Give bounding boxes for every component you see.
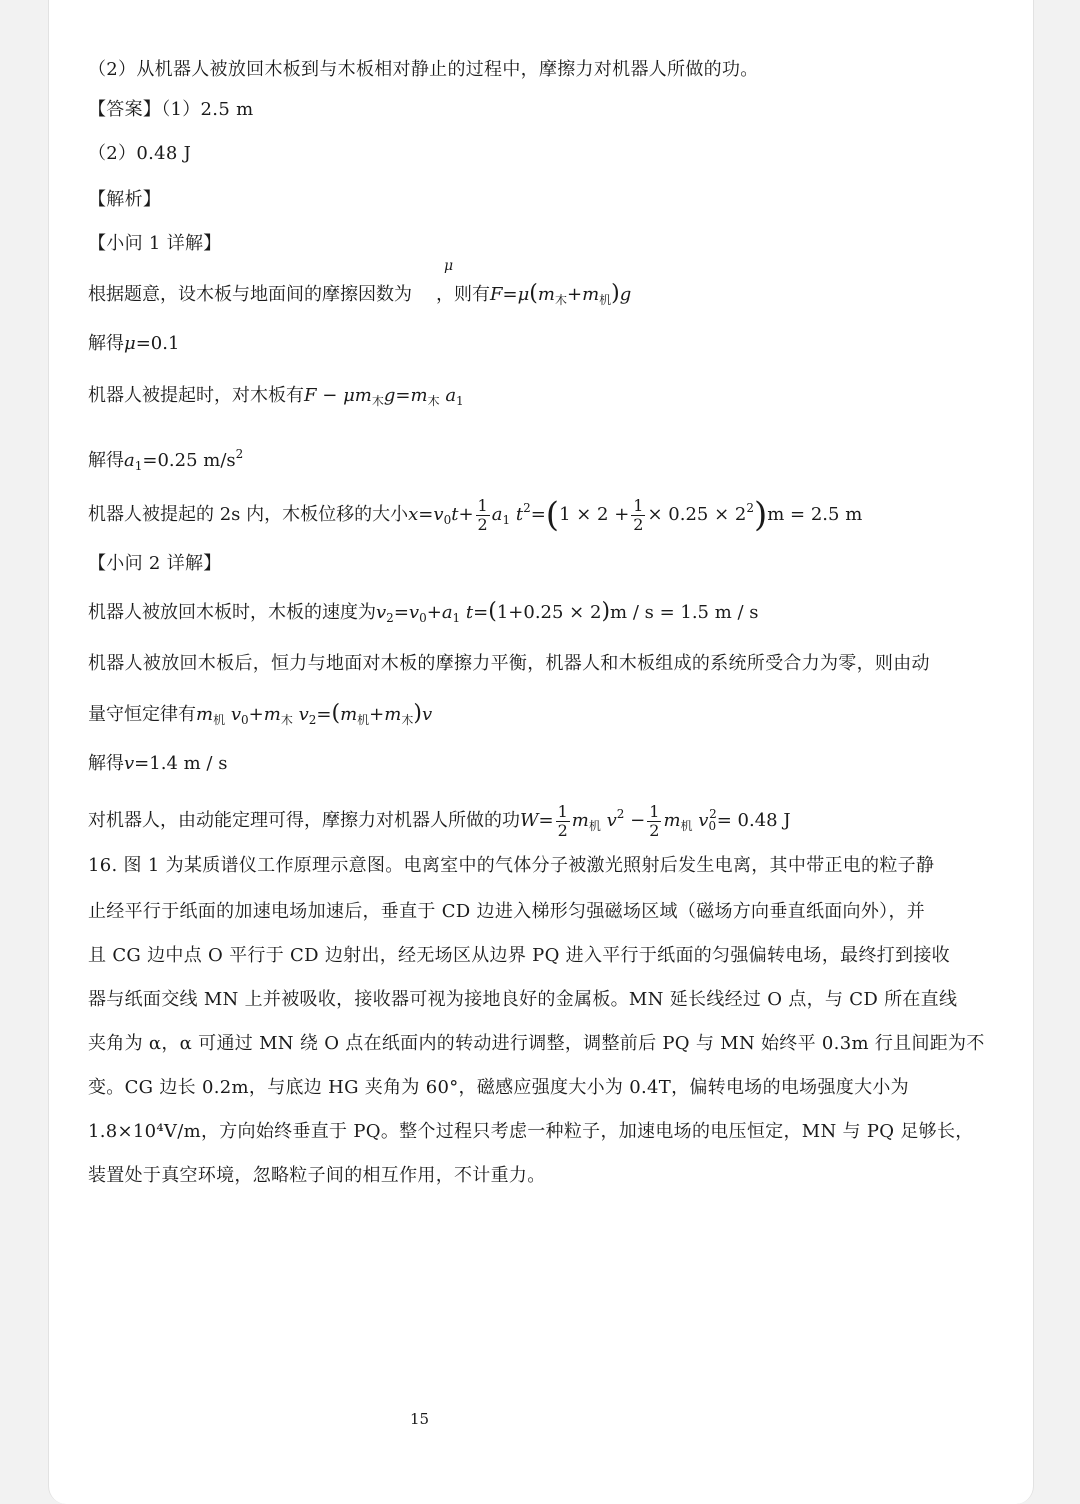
text-board-velocity: 机器人被放回木板时，木板的速度为: [88, 602, 376, 623]
disp-inner-2: × 0.25 × 2: [647, 504, 747, 525]
symbol-eq: =: [538, 810, 554, 831]
sub-1: 1: [502, 513, 511, 527]
sub-0: 0: [419, 611, 427, 625]
symbol-plus: +: [248, 704, 264, 725]
disp-result: m = 2.5 m: [767, 504, 863, 525]
sub-wood: 木: [401, 713, 414, 727]
symbol-m: m: [384, 704, 402, 725]
text-momentum: 量守恒定律有: [88, 704, 196, 725]
sub-1: 1: [134, 459, 143, 473]
symbol-eq: =: [418, 504, 434, 525]
fraction-num: 1: [477, 495, 488, 515]
sub-robot: 机: [680, 819, 693, 833]
symbol-t: t: [515, 504, 524, 525]
equation-line-displacement: 机器人被提起的 2s 内，木板位移的大小$x=v_0t+$ $\frac{1}{2}$ $a_1$ $t^2=(1 \times 2$ + $\frac{1}{2}$ × $0.25 \times 2^2)m = 2.5$ m: [88, 495, 863, 535]
text-friction-intro: 根据题意，设木板与地面间的摩擦因数为: [88, 284, 412, 305]
symbol-W: W: [520, 810, 539, 831]
sub-wood: 木: [427, 394, 440, 408]
fraction-den: 2: [633, 514, 644, 534]
symbol-v: v: [298, 704, 309, 725]
symbol-m: m: [582, 284, 600, 305]
symbol-g: g: [619, 284, 632, 305]
symbol-eq: =: [473, 602, 489, 623]
symbol-F: F: [304, 385, 317, 406]
equation-line-board-force: [88, 382, 464, 415]
symbol-a: a: [491, 504, 503, 525]
disp-inner: 1 × 2 +: [559, 504, 630, 525]
v2-inner: 1+0.25 × 2: [496, 602, 602, 623]
sup-2: 2: [235, 447, 244, 461]
symbol-plus: +: [426, 602, 442, 623]
fraction-den: 2: [649, 820, 660, 840]
symbol-v: v: [698, 810, 709, 831]
symbol-v: v: [376, 602, 387, 623]
symbol-m: m: [663, 810, 681, 831]
fraction-num: 1: [633, 495, 644, 515]
text-then: ，则有: [436, 284, 490, 305]
answer-part-2: （2）0.48 J: [88, 143, 192, 164]
fraction-den: 2: [477, 514, 488, 534]
text-board-force: 机器人被提起时，对木板有: [88, 385, 304, 406]
text-work: 对机器人，由动能定理可得，摩擦力对机器人所做的功: [88, 810, 520, 831]
fraction-half: [556, 803, 570, 840]
sub-wood: 木: [371, 394, 384, 408]
question-16-line-1: 16. 图 1 为某质谱仪工作原理示意图。电离室中的气体分子被激光照射后发生电离，其中带正电的粒子静: [88, 855, 935, 876]
fraction-half: [631, 497, 645, 534]
sub-question-2-heading: 【小问 2 详解】: [88, 553, 222, 574]
text-solve: 解得: [88, 753, 124, 774]
symbol-v: v: [408, 602, 420, 623]
text-solve: 解得: [88, 450, 124, 471]
question-part-2: （2）从机器人被放回木板到与木板相对静止的过程中，摩擦力对机器人所做的功。: [88, 59, 759, 80]
sub-robot: 机: [213, 713, 226, 727]
stray-mu-symbol: μ: [444, 258, 454, 274]
symbol-t: t: [465, 602, 474, 623]
symbol-eq: =: [316, 704, 332, 725]
symbol-m: m: [263, 704, 281, 725]
sub-robot: 机: [588, 819, 601, 833]
symbol-a: a: [441, 602, 453, 623]
fraction-half: [476, 497, 490, 534]
sub-0: 0: [708, 819, 717, 833]
fraction-den: 2: [557, 820, 568, 840]
question-16-line-8: 装置处于真空环境，忽略粒子间的相互作用，不计重力。: [88, 1165, 546, 1186]
fraction-num: 1: [557, 801, 568, 821]
fraction-num: 1: [649, 801, 660, 821]
sub-0: 0: [443, 513, 452, 527]
symbol-m: m: [196, 704, 214, 725]
question-16-line-6: 变。CG 边长 0.2m，与底边 HG 夹角为 60°，磁感应强度大小为 0.4T，偏转电场的电场强度大小为: [88, 1077, 909, 1098]
symbol-v: v: [230, 704, 241, 725]
symbol-g: g: [383, 385, 396, 406]
question-16-line-2: 止经平行于纸面的加速电场加速后，垂直于 CD 边进入梯形匀强磁场区域（磁场方向垂直纸面向外），并: [88, 901, 926, 922]
symbol-eq: =: [134, 753, 150, 774]
equation-line-v2: 机器人被放回木板时，木板的速度为$v_2=v_0+a_1$ t=(1+0.25 × 2)m / s = 1.5 m / s: [88, 599, 759, 625]
sub-2: 2: [386, 611, 394, 625]
question-16-line-3: 且 CG 边中点 O 平行于 CD 边射出，经无场区从边界 PQ 进入平行于纸面的匀强偏转电场，最终打到接收: [88, 945, 950, 966]
symbol-eq: =: [395, 385, 411, 406]
sup-2: 2: [709, 807, 717, 821]
question-16-line-5: 夹角为 α，α 可通过 MN 绕 O 点在纸面内的转动进行调整，调整前后 PQ 与 MN 始终平 0.3m 行且间距为不: [88, 1033, 985, 1054]
sub-wood: 木: [554, 293, 567, 307]
symbol-v: v: [606, 810, 617, 831]
symbol-mu: μ: [517, 284, 530, 305]
symbol-plus: +: [369, 704, 385, 725]
question-16-line-4: 器与纸面交线 MN 上并被吸收，接收器可视为接地良好的金属板。MN 延长线经过 O 点，与 CD 所在直线: [88, 989, 958, 1010]
symbol-m: m: [340, 704, 358, 725]
sub-question-1-heading: 【小问 1 详解】: [88, 233, 222, 254]
momentum-explanation: 机器人被放回木板后，恒力与地面对木板的摩擦力平衡，机器人和木板组成的系统所受合力为零，则由动: [88, 653, 930, 674]
symbol-a: a: [445, 385, 457, 406]
symbol-minus: −: [322, 385, 338, 406]
symbol-minus: −: [630, 810, 646, 831]
symbol-F: F: [490, 284, 503, 305]
symbol-v: v: [421, 704, 433, 725]
symbol-v: v: [124, 753, 135, 774]
symbol-m: m: [571, 810, 589, 831]
equation-line-friction: 根据题意，设木板与地面间的摩擦因数为 ，则有$F=\mu(m_木+m_机)g$: [88, 281, 632, 307]
symbol-v: v: [433, 504, 444, 525]
analysis-heading: 【解析】: [88, 189, 162, 210]
work-result: = 0.48 J: [716, 810, 791, 831]
symbol-m: m: [354, 385, 372, 406]
symbol-plus: +: [458, 504, 474, 525]
symbol-m: m: [537, 284, 555, 305]
symbol-plus: +: [566, 284, 583, 305]
equation-line-mu: [88, 330, 179, 358]
value-v: 1.4 m / s: [149, 753, 228, 774]
value-a1: 0.25 m/s: [157, 450, 236, 471]
symbol-x: x: [408, 504, 419, 525]
symbol-eq: =: [393, 602, 409, 623]
equation-line-work: [88, 800, 791, 840]
equation-line-a1: [88, 440, 243, 480]
symbol-eq: =: [502, 284, 518, 305]
fraction-half: [647, 803, 661, 840]
sub-1: 1: [456, 394, 464, 408]
sub-2: 2: [308, 713, 317, 727]
equation-line-momentum: 量守恒定律有$m_机$ $v_0+m_木$ $v_2=(m_机+m_木)v$: [88, 701, 433, 727]
sup-2: 2: [746, 501, 754, 515]
value-mu: 0.1: [150, 333, 180, 354]
sub-robot: 机: [357, 713, 370, 727]
symbol-mu: μ: [343, 385, 355, 406]
v2-result: m / s = 1.5 m / s: [610, 602, 759, 623]
text-displacement: 机器人被提起的 2s 内，木板位移的大小: [88, 504, 409, 525]
sup-2: 2: [523, 501, 531, 515]
page-number: 15: [410, 1410, 430, 1428]
sub-1: 1: [452, 611, 461, 625]
question-16-line-7: 1.8×10⁴V/m，方向始终垂直于 PQ。整个过程只考虑一种粒子，加速电场的电压恒定，MN 与 PQ 足够长，: [88, 1121, 974, 1142]
sup-2: 2: [616, 807, 625, 821]
sub-0: 0: [241, 713, 249, 727]
symbol-mu: μ: [124, 333, 136, 354]
symbol-a: a: [124, 450, 135, 471]
symbol-eq: =: [530, 504, 546, 525]
symbol-eq: =: [142, 450, 158, 471]
text-solve: 解得: [88, 333, 124, 354]
answer-heading: 【答案】（1）2.5 m: [88, 99, 254, 120]
sub-robot: 机: [599, 293, 612, 307]
sub-wood: 木: [280, 713, 293, 727]
equation-line-v: [88, 750, 227, 778]
symbol-eq: =: [135, 333, 151, 354]
symbol-t: t: [451, 504, 459, 525]
symbol-m: m: [410, 385, 428, 406]
